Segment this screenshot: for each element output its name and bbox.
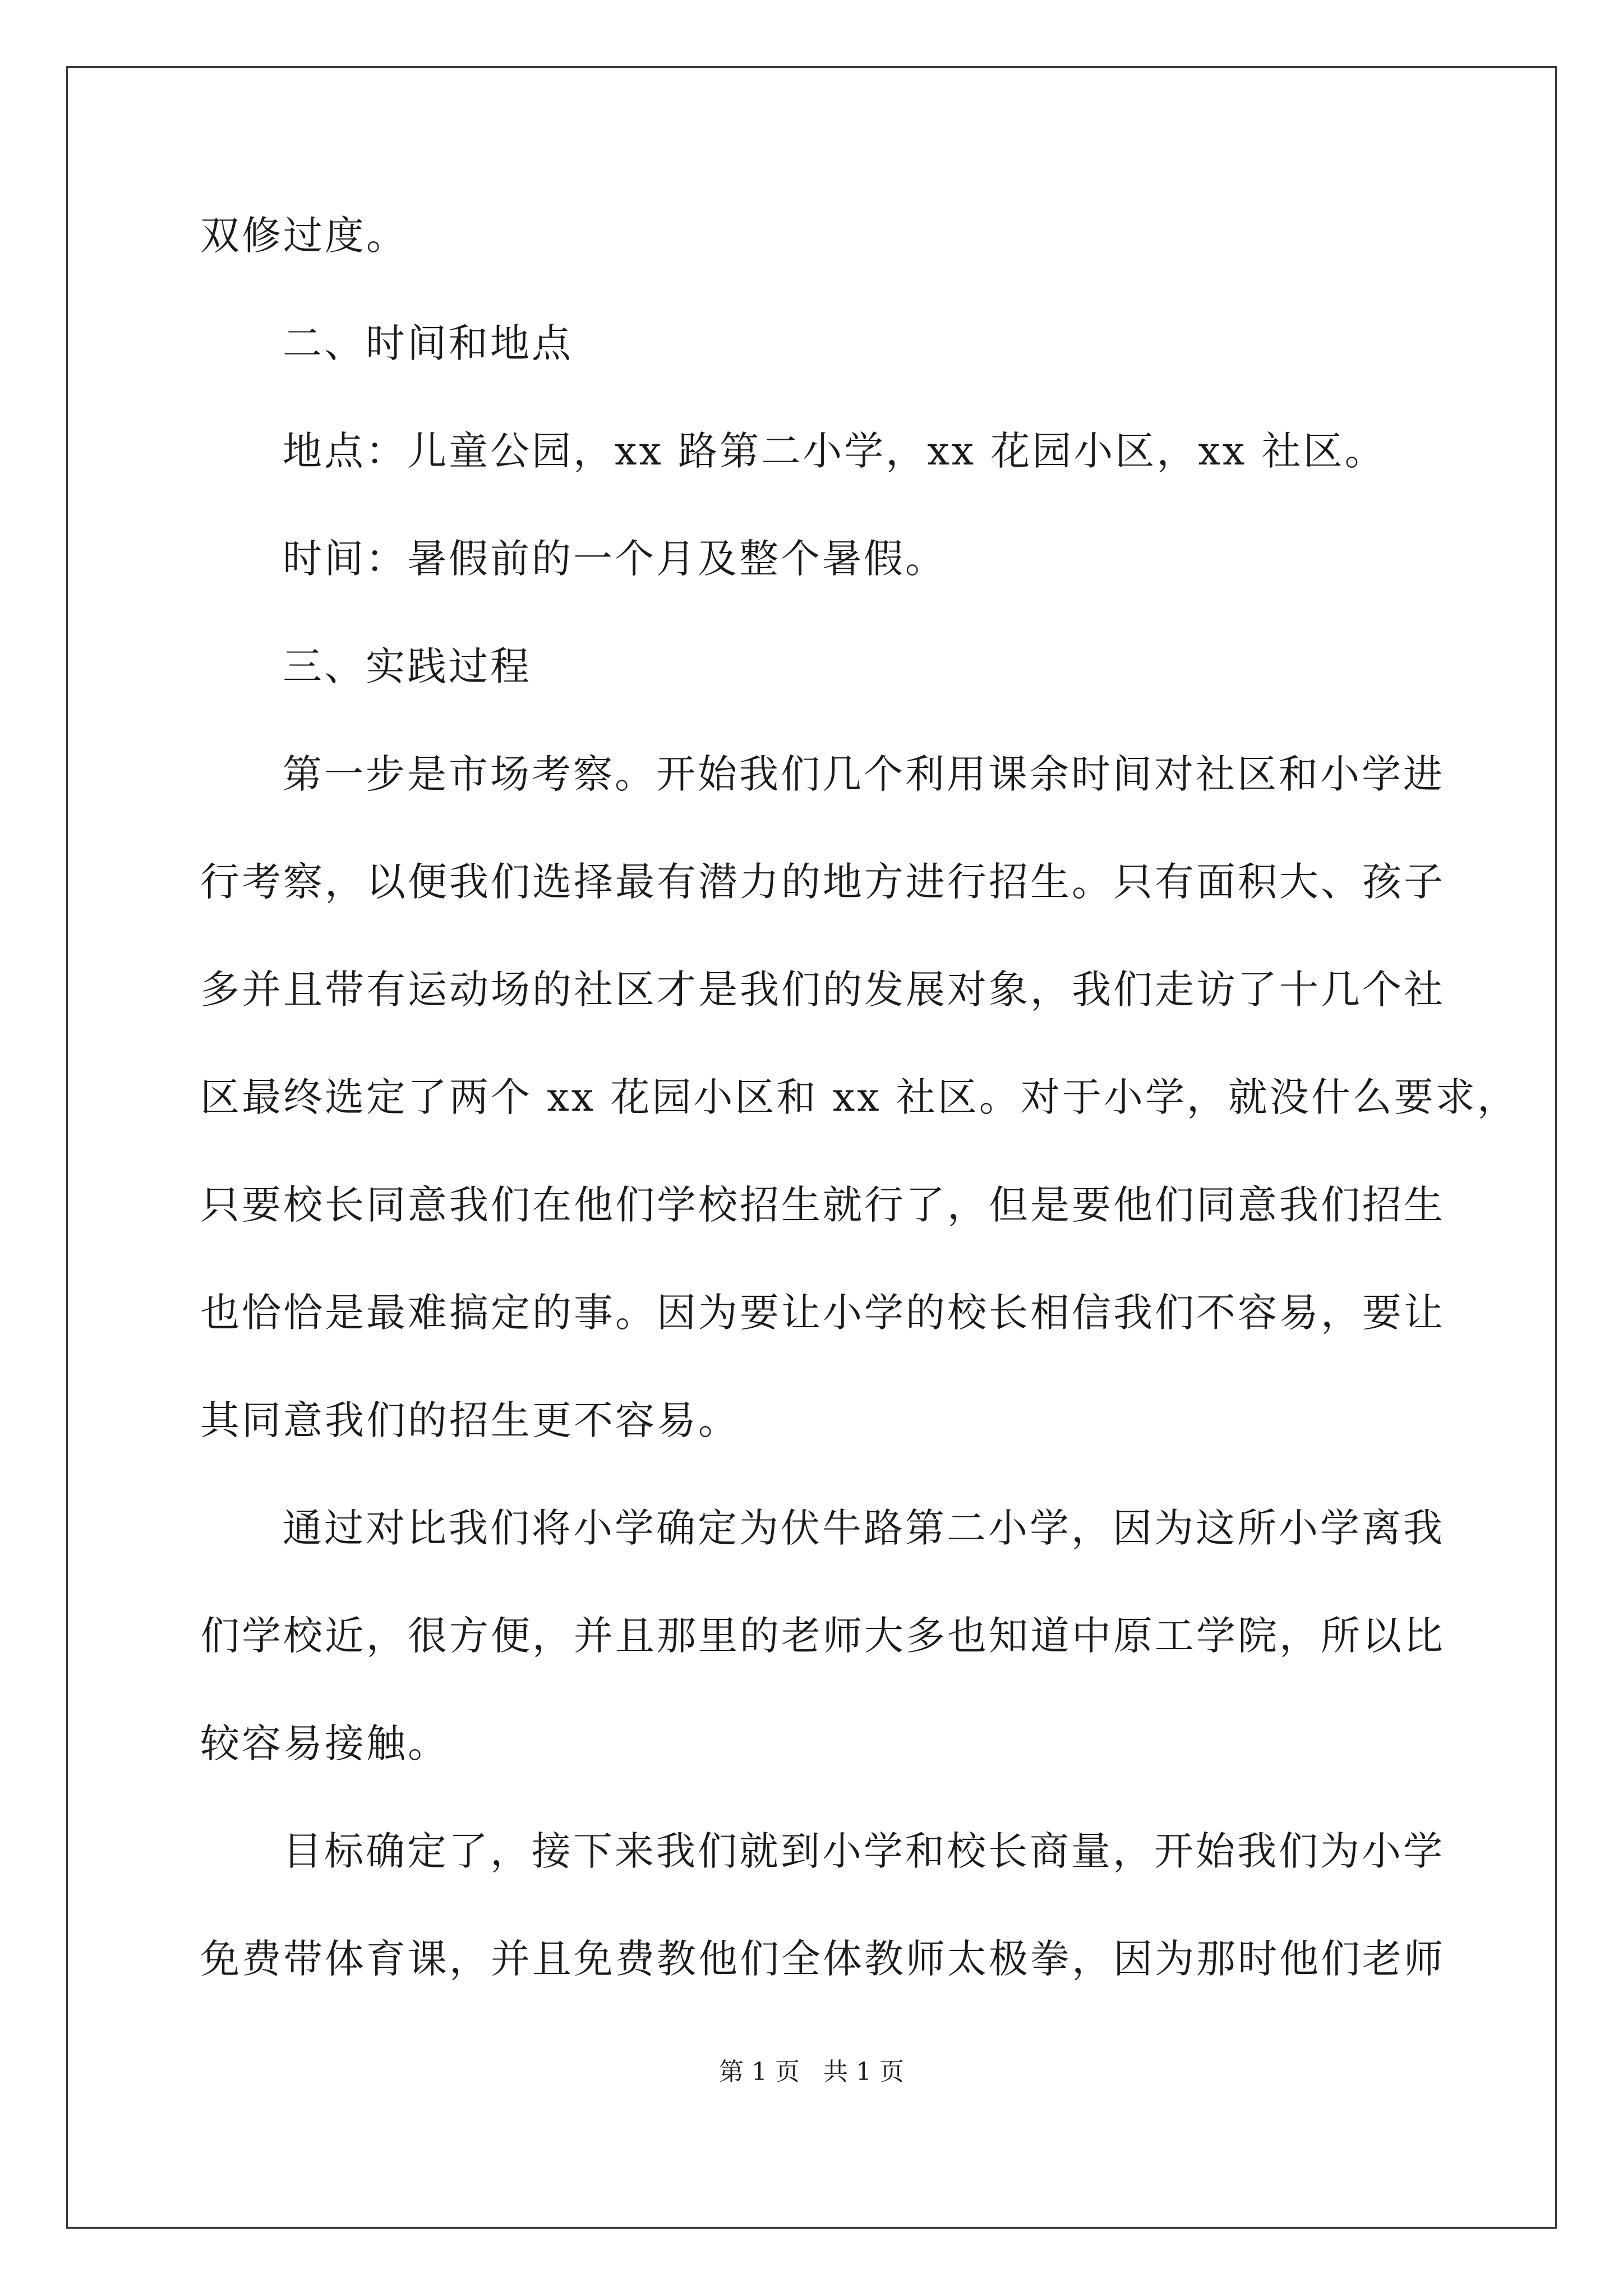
text-line: 通过对比我们将小学确定为伏牛路第二小学，因为这所小学离我 bbox=[283, 1505, 1445, 1551]
text-line: 多并且带有运动场的社区才是我们的发展对象，我们走访了十几个社 bbox=[200, 967, 1445, 1013]
text-line: 第一步是市场考察。开始我们几个利用课余时间对社区和小学进 bbox=[283, 751, 1445, 797]
text-line: 时间：暑假前的一个月及整个暑假。 bbox=[283, 536, 947, 582]
text-line: 区最终选定了两个 xx 花园小区和 xx 社区。对于小学，就没什么要求， bbox=[200, 1074, 1519, 1120]
section-heading: 二、时间和地点 bbox=[283, 320, 573, 366]
text-line: 们学校近，很方便，并且那里的老师大多也知道中原工学院，所以比 bbox=[200, 1613, 1445, 1659]
text-line: 免费带体育课，并且免费教他们全体教师太极拳，因为那时他们老师 bbox=[200, 1936, 1445, 1982]
text-line: 其同意我们的招生更不容易。 bbox=[200, 1397, 740, 1443]
text-line: 只要校长同意我们在他们学校招生就行了，但是要他们同意我们招生 bbox=[200, 1182, 1445, 1228]
text-line: 也恰恰是最难搞定的事。因为要让小学的校长相信我们不容易，要让 bbox=[200, 1290, 1445, 1336]
page-number-footer: 第 1 页 共 1 页 bbox=[719, 2058, 904, 2086]
text-line: 行考察，以便我们选择最有潜力的地方进行招生。只有面积大、孩子 bbox=[200, 859, 1445, 905]
text-line: 地点：儿童公园，xx 路第二小学，xx 花园小区，xx 社区。 bbox=[283, 428, 1386, 474]
text-line: 目标确定了，接下来我们就到小学和校长商量，开始我们为小学 bbox=[283, 1828, 1445, 1874]
section-heading: 三、实践过程 bbox=[283, 643, 532, 689]
text-line: 双修过度。 bbox=[200, 213, 408, 259]
document-body bbox=[200, 213, 1519, 2047]
text-line: 较容易接触。 bbox=[200, 1720, 449, 1766]
